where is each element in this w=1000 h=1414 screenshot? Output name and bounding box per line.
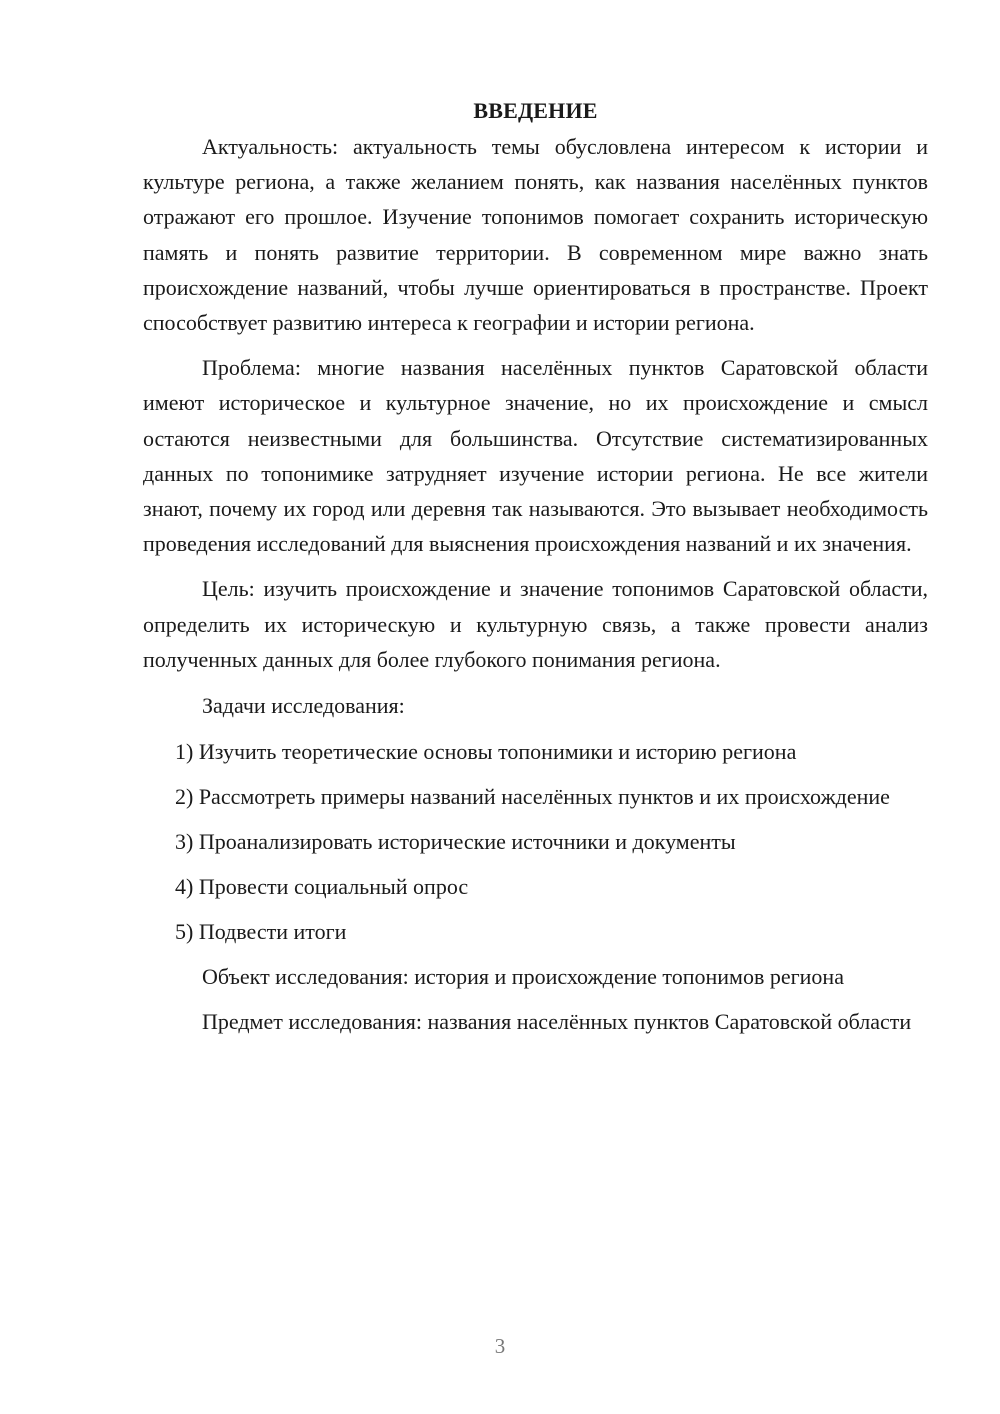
- paragraph-subject: Предмет исследования: названия населённых пунктов Саратовской области: [202, 1009, 912, 1035]
- tasks-list: [143, 734, 928, 949]
- paragraph-relevance: Актуальность: актуальность темы обусловлена интересом к истории и культуре региона, а также желанием понять, как названия населённых пунктов отражают его прошлое. Изучение топонимов помогает сохранить историческую память и понять развитие территории. В современном мире важно знать происхождение названий, чтобы лучше ориентироваться в пространстве. Проект способствует развитию интереса к географии и истории региона.: [143, 134, 928, 336]
- task-item: 2) Рассмотреть примеры названий населённых пунктов и их происхождение: [175, 784, 890, 810]
- page-title: ВВЕДЕНИЕ: [473, 98, 598, 123]
- page-number: 3: [494, 1334, 506, 1358]
- paragraph-object: Объект исследования: история и происхождение топонимов региона: [202, 964, 844, 990]
- page-content: [143, 93, 928, 1050]
- task-item: 1) Изучить теоретические основы топонимики и историю региона: [175, 739, 797, 765]
- paragraph-goal: Цель: изучить происхождение и значение топонимов Саратовской области, определить их историческую и культурную связь, а также провести анализ полученных данных для более глубокого понимания региона.: [143, 576, 928, 672]
- task-item: 4) Провести социальный опрос: [175, 874, 469, 900]
- task-item: 5) Подвести итоги: [175, 919, 347, 945]
- paragraph-problem: Проблема: многие названия населённых пунктов Саратовской области имеют историческое и культурное значение, но их происхождение и смысл остаются неизвестными для большинства. Отсутствие систематизированных данных по топонимике затрудняет изучение истории региона. Не все жители знают, почему их город или деревня так называются. Это вызывает необходимость проведения исследований для выяснения происхождения названий и их значения.: [143, 355, 928, 557]
- tasks-heading: Задачи исследования:: [202, 693, 405, 719]
- task-item: 3) Проанализировать исторические источники и документы: [175, 829, 736, 855]
